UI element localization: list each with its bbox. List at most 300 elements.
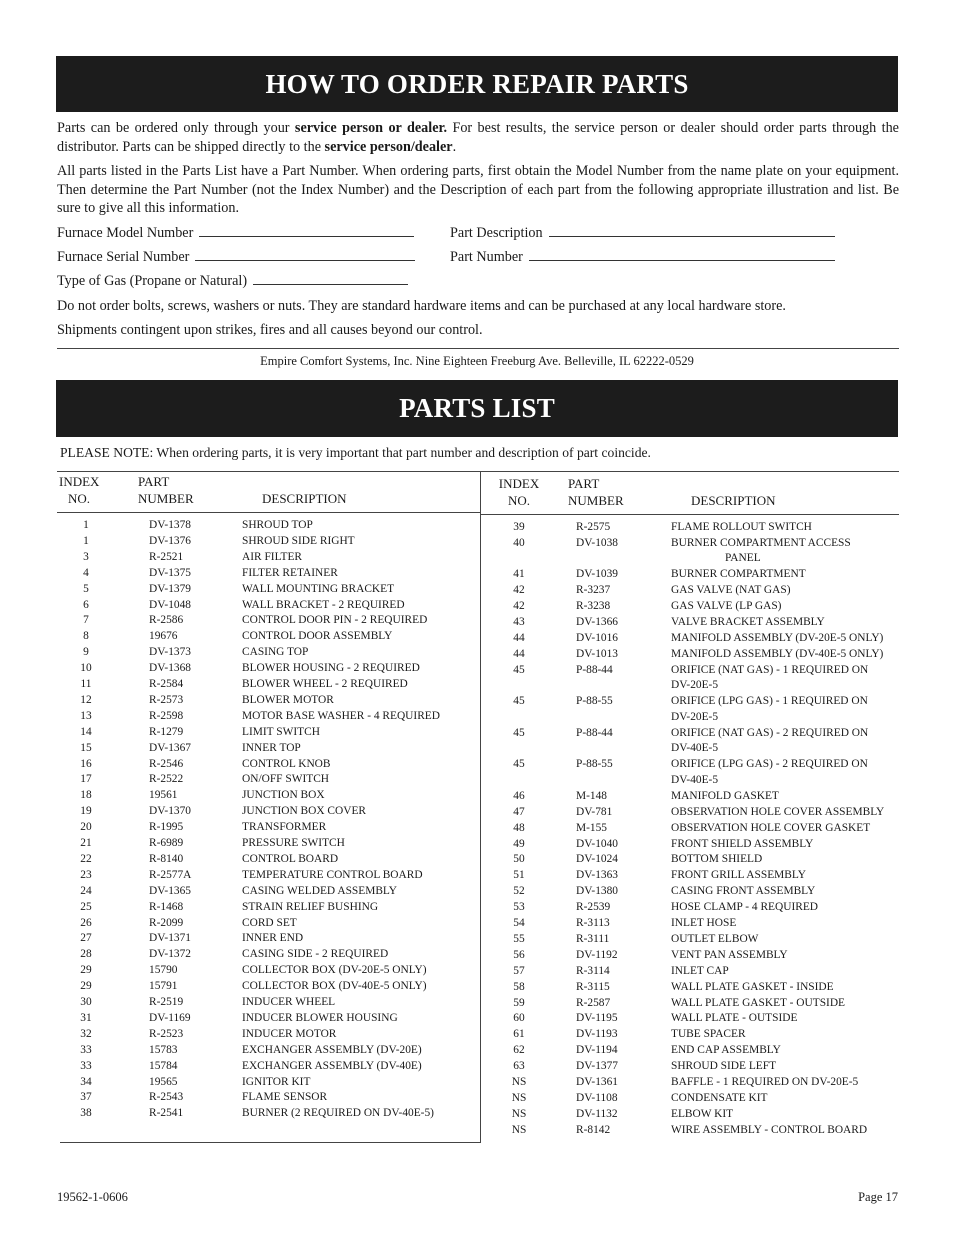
table-row — [0, 551, 480, 567]
table-row — [0, 599, 480, 615]
row-index: 10 — [80, 662, 92, 675]
row-index: 59 — [513, 996, 525, 1009]
right-index-header: INDEX NO. — [498, 476, 540, 508]
row-part-number: DV-1024 — [576, 853, 618, 866]
row-description: FLAME ROLLOUT SWITCH — [671, 521, 812, 533]
row-index: 5 — [83, 582, 89, 595]
row-description: TUBE SPACER — [671, 1028, 746, 1041]
row-part-number: P-88-44 — [576, 663, 613, 676]
row-part-number: R-3113 — [576, 917, 610, 929]
row-part-number: P-88-44 — [576, 726, 613, 739]
table-row — [0, 1012, 480, 1028]
row-index: 56 — [513, 948, 525, 961]
row-index: 46 — [513, 789, 525, 802]
table-row — [480, 695, 900, 711]
table-row — [480, 1044, 900, 1060]
row-description: FRONT GRILL ASSEMBLY — [671, 869, 806, 882]
row-index: 58 — [513, 980, 525, 993]
table-row — [480, 1012, 900, 1028]
row-index: 61 — [513, 1028, 525, 1041]
row-description: WALL PLATE GASKET - INSIDE — [671, 980, 834, 993]
table-row — [0, 646, 480, 662]
table-row — [480, 727, 900, 743]
row-description: BURNER COMPARTMENT ACCESS — [671, 536, 851, 549]
table-row — [0, 630, 480, 646]
row-index: 32 — [80, 1027, 92, 1040]
row-description: CASING SIDE - 2 REQUIRED — [242, 948, 389, 961]
row-description: HOSE CLAMP - 4 REQUIRED — [671, 901, 819, 914]
row-part-number: R-3111 — [576, 932, 610, 945]
row-index: 44 — [513, 647, 525, 660]
table-row — [480, 917, 900, 933]
row-part-number: DV-1108 — [576, 1091, 618, 1104]
row-index: 4 — [83, 566, 89, 579]
row-description: FLAME SENSOR — [242, 1091, 328, 1104]
row-index: 53 — [513, 901, 525, 914]
table-row-continuation — [480, 711, 900, 727]
table-row — [0, 567, 480, 583]
row-description: EXCHANGER ASSEMBLY (DV-20E) — [242, 1043, 422, 1056]
row-index: 29 — [80, 980, 92, 993]
row-index: 1 — [83, 534, 89, 547]
company-address: Empire Comfort Systems, Inc. Nine Eighteen Freeburg Ave. Belleville, IL 62222-0529 — [260, 354, 694, 368]
row-part-number: DV-1376 — [149, 534, 191, 547]
row-index: 39 — [513, 521, 525, 533]
row-description: MANIFOLD ASSEMBLY (DV-40E-5 ONLY) — [671, 647, 884, 660]
table-row — [0, 726, 480, 742]
row-part-number: 15790 — [149, 964, 178, 977]
row-description: ELBOW KIT — [671, 1107, 734, 1120]
row-part-number: M-155 — [576, 821, 608, 834]
row-part-number: DV-1366 — [576, 616, 618, 629]
row-description: CONTROL BOARD — [242, 852, 339, 865]
table-row — [480, 885, 900, 901]
ordering-paragraph: Parts can be ordered only through your service person or dealer. For best results, the service person or dealer should order parts through the distributor. Parts can be shipped directly to the service person/dealer. — [57, 120, 899, 155]
row-description: ORIFICE (NAT GAS) - 2 REQUIRED ON — [671, 726, 869, 739]
row-description: CONDENSATE KIT — [671, 1091, 768, 1104]
row-part-number: P-88-55 — [576, 758, 613, 771]
table-row — [0, 614, 480, 630]
row-description: BLOWER HOUSING - 2 REQUIRED — [242, 662, 420, 675]
row-index: NS — [511, 1123, 527, 1136]
row-part-number: R-2573 — [149, 693, 184, 706]
table-row — [0, 1060, 480, 1076]
table-row — [0, 1044, 480, 1060]
row-part-number: P-88-55 — [576, 695, 613, 708]
table-row — [480, 901, 900, 917]
table-row — [480, 933, 900, 949]
table-row — [0, 932, 480, 948]
row-part-number: R-1995 — [149, 821, 184, 834]
row-description: PRESSURE SWITCH — [242, 837, 345, 849]
right-header-rule — [480, 514, 899, 515]
table-row-continuation — [480, 742, 900, 758]
table-row — [0, 1107, 480, 1123]
table-row — [480, 1092, 900, 1108]
table-row — [480, 949, 900, 965]
row-index: 33 — [80, 1059, 92, 1072]
part-description-field: Part Description — [450, 224, 835, 242]
row-index: 43 — [513, 616, 525, 629]
row-part-number: DV-1194 — [576, 1044, 618, 1057]
row-description: EXCHANGER ASSEMBLY (DV-40E) — [242, 1059, 422, 1072]
row-part-number: R-2587 — [576, 996, 611, 1009]
row-part-number: DV-1361 — [576, 1076, 618, 1088]
parts-list-heading: PARTS LIST — [56, 380, 898, 437]
table-row — [0, 885, 480, 901]
row-description: INDUCER BLOWER HOUSING — [242, 1011, 398, 1024]
row-description: TEMPERATURE CONTROL BOARD — [242, 868, 423, 881]
row-index: 14 — [80, 725, 92, 738]
parts-note: PLEASE NOTE: When ordering parts, it is very important that part number and description of part coincide. — [60, 445, 651, 460]
row-index: 6 — [83, 598, 89, 611]
row-index: 22 — [80, 852, 92, 865]
right-description-header: DESCRIPTION — [691, 493, 776, 508]
table-row — [0, 805, 480, 821]
row-index: 24 — [80, 884, 92, 897]
row-description-continued: DV-40E-5 — [671, 773, 719, 786]
row-part-number: DV-1370 — [149, 805, 191, 818]
row-part-number: DV-1365 — [149, 884, 191, 897]
table-row — [0, 758, 480, 774]
table-row — [0, 1091, 480, 1107]
row-index: 23 — [80, 868, 92, 881]
row-description: INNER TOP — [242, 741, 301, 754]
row-index: 8 — [83, 630, 89, 643]
table-row — [0, 869, 480, 885]
table-row — [480, 869, 900, 885]
hardware-paragraph: Do not order bolts, screws, washers or nuts. They are standard hardware items and can be purchased at any local hardware store. — [57, 298, 786, 314]
row-part-number: R-2577A — [149, 868, 192, 881]
table-row — [0, 773, 480, 789]
table-row — [0, 710, 480, 726]
table-row — [480, 616, 900, 632]
row-index: 12 — [80, 693, 92, 706]
row-index: 40 — [513, 536, 525, 549]
row-part-number: R-2539 — [576, 901, 611, 914]
serial-number-field: Furnace Serial Number — [57, 248, 415, 266]
left-description-header: DESCRIPTION — [262, 491, 347, 506]
table-row — [0, 1076, 480, 1092]
order-repair-parts-heading: HOW TO ORDER REPAIR PARTS — [56, 56, 898, 112]
table-row — [480, 790, 900, 806]
table-row — [0, 996, 480, 1012]
row-description-continued: DV-20E-5 — [671, 710, 719, 723]
row-part-number: R-2575 — [576, 521, 611, 533]
row-index: 44 — [513, 632, 525, 644]
row-index: 63 — [513, 1060, 525, 1073]
row-index: 19 — [80, 805, 92, 818]
row-part-number: DV-1132 — [576, 1107, 618, 1120]
table-row — [0, 583, 480, 599]
row-index: 25 — [80, 900, 92, 913]
row-part-number: R-8140 — [149, 852, 184, 865]
row-description: CASING WELDED ASSEMBLY — [242, 884, 397, 897]
row-description: OUTLET ELBOW — [671, 932, 759, 945]
row-part-number: DV-1193 — [576, 1028, 618, 1041]
table-row — [0, 948, 480, 964]
row-description: SHROUD SIDE RIGHT — [242, 534, 355, 547]
row-description: GAS VALVE (LP GAS) — [671, 600, 782, 613]
row-description: CONTROL DOOR ASSEMBLY — [242, 630, 393, 643]
table-row — [0, 742, 480, 758]
row-index: 37 — [80, 1091, 92, 1104]
row-description: WALL PLATE GASKET - OUTSIDE — [671, 996, 846, 1009]
row-description: INLET HOSE — [671, 917, 737, 929]
row-index: 49 — [513, 837, 525, 850]
row-part-number: R-3237 — [576, 584, 611, 597]
table-row — [480, 806, 900, 822]
row-part-number: DV-1048 — [149, 598, 191, 611]
row-description: OBSERVATION HOLE COVER ASSEMBLY — [671, 805, 885, 818]
table-row — [480, 758, 900, 774]
row-description: BLOWER WHEEL - 2 REQUIRED — [242, 678, 408, 690]
row-index: 41 — [513, 568, 525, 581]
row-part-number: R-2519 — [149, 996, 184, 1008]
row-index: 27 — [80, 932, 92, 945]
row-part-number: DV-1378 — [149, 519, 191, 531]
table-row — [480, 664, 900, 680]
row-index: 50 — [513, 853, 525, 866]
row-description: WALL BRACKET - 2 REQUIRED — [242, 598, 405, 611]
left-parts-table — [0, 519, 480, 1129]
row-index: 57 — [513, 964, 525, 977]
row-part-number: 15783 — [149, 1043, 178, 1056]
row-part-number: DV-1373 — [149, 646, 191, 659]
table-row — [0, 964, 480, 980]
row-index: NS — [511, 1107, 527, 1120]
row-description: CONTROL DOOR PIN - 2 REQUIRED — [242, 614, 428, 627]
row-index: 33 — [80, 1043, 92, 1056]
table-row — [480, 521, 900, 537]
part-number-field: Part Number — [450, 248, 835, 266]
row-index: 54 — [513, 917, 525, 929]
row-index: 3 — [83, 550, 89, 563]
row-description: COLLECTOR BOX (DV-40E-5 ONLY) — [242, 980, 427, 993]
row-description: TRANSFORMER — [242, 821, 327, 834]
row-index: 62 — [513, 1044, 525, 1057]
row-description: WALL MOUNTING BRACKET — [242, 582, 395, 595]
row-index: 17 — [80, 773, 92, 786]
table-row — [480, 600, 900, 616]
row-part-number: DV-1372 — [149, 948, 191, 961]
row-part-number: R-6989 — [149, 837, 184, 849]
table-row — [480, 1060, 900, 1076]
table-row — [480, 981, 900, 997]
row-index: 45 — [513, 726, 525, 739]
row-index: 13 — [80, 709, 92, 722]
row-description: INDUCER MOTOR — [242, 1027, 337, 1040]
row-description: END CAP ASSEMBLY — [671, 1044, 781, 1057]
right-parts-table — [480, 521, 900, 1141]
table-row-continuation — [480, 774, 900, 790]
row-index: 28 — [80, 948, 92, 961]
row-index: 52 — [513, 885, 525, 898]
row-index: 9 — [83, 646, 89, 659]
row-description: WALL PLATE - OUTSIDE — [671, 1012, 798, 1025]
table-row — [480, 537, 900, 553]
row-description: INDUCER WHEEL — [242, 996, 336, 1008]
row-description: MANIFOLD ASSEMBLY (DV-20E-5 ONLY) — [671, 632, 884, 644]
table-row-continuation — [480, 552, 900, 568]
row-part-number: DV-1169 — [149, 1011, 191, 1024]
row-part-number: 15784 — [149, 1059, 178, 1072]
row-description: FILTER RETAINER — [242, 566, 338, 579]
table-row — [480, 648, 900, 664]
row-index: 21 — [80, 837, 92, 849]
row-description: AIR FILTER — [242, 550, 303, 563]
table-row — [0, 519, 480, 535]
table-row — [480, 1028, 900, 1044]
row-part-number: DV-1380 — [576, 885, 618, 898]
row-part-number: R-2598 — [149, 709, 184, 722]
row-index: 42 — [513, 584, 525, 597]
row-index: 31 — [80, 1011, 92, 1024]
row-part-number: R-2523 — [149, 1027, 184, 1040]
row-index: 45 — [513, 663, 525, 676]
row-description-continued: DV-20E-5 — [671, 679, 719, 692]
address-divider — [57, 348, 899, 349]
row-description: BAFFLE - 1 REQUIRED ON DV-20E-5 — [671, 1076, 859, 1088]
row-description-continued: DV-40E-5 — [671, 742, 719, 755]
row-part-number: DV-1375 — [149, 566, 191, 579]
row-description: INLET CAP — [671, 964, 729, 977]
table-row — [480, 822, 900, 838]
row-part-number: R-2521 — [149, 550, 184, 563]
row-description: BLOWER MOTOR — [242, 693, 334, 706]
table-row — [480, 853, 900, 869]
row-description: VENT PAN ASSEMBLY — [671, 948, 788, 961]
row-description: BURNER COMPARTMENT — [671, 568, 806, 581]
row-description: CASING TOP — [242, 646, 309, 659]
table-row — [480, 1108, 900, 1124]
row-part-number: DV-1363 — [576, 869, 618, 882]
row-index: NS — [511, 1076, 527, 1088]
row-part-number: DV-1195 — [576, 1012, 618, 1025]
row-index: 42 — [513, 600, 525, 613]
row-index: 1 — [83, 519, 89, 531]
row-description: BURNER (2 REQUIRED ON DV-40E-5) — [242, 1107, 434, 1120]
row-part-number: R-1468 — [149, 900, 184, 913]
row-description: MANIFOLD GASKET — [671, 789, 779, 802]
row-part-number: 19676 — [149, 630, 178, 643]
table-row — [480, 1124, 900, 1140]
row-description: FRONT SHIELD ASSEMBLY — [671, 837, 814, 850]
table-row — [0, 1028, 480, 1044]
shipments-paragraph: Shipments contingent upon strikes, fires and all causes beyond our control. — [57, 322, 483, 338]
table-top-rule — [57, 471, 899, 472]
row-part-number: R-2099 — [149, 916, 184, 929]
row-index: 18 — [80, 789, 92, 802]
table-row — [0, 980, 480, 996]
row-index: 29 — [80, 964, 92, 977]
row-part-number: M-148 — [576, 789, 608, 802]
table-row — [480, 1076, 900, 1092]
row-index: NS — [511, 1091, 527, 1104]
row-part-number: DV-1013 — [576, 647, 618, 660]
row-index: 11 — [80, 678, 92, 690]
row-part-number: R-2543 — [149, 1091, 184, 1104]
left-part-header: PART NUMBER — [138, 474, 194, 506]
row-part-number: DV-1038 — [576, 536, 618, 549]
row-part-number: DV-1368 — [149, 662, 191, 675]
row-index: 15 — [80, 741, 92, 754]
row-description: JUNCTION BOX — [242, 789, 325, 802]
row-part-number: DV-781 — [576, 805, 613, 818]
row-description: CASING FRONT ASSEMBLY — [671, 885, 816, 898]
row-index: 48 — [513, 821, 525, 834]
table-row — [480, 997, 900, 1013]
row-description-continued: PANEL — [725, 552, 761, 565]
row-description: GAS VALVE (NAT GAS) — [671, 584, 791, 597]
table-row — [480, 838, 900, 854]
left-header-rule — [57, 512, 480, 513]
right-part-header: PART NUMBER — [568, 476, 624, 508]
row-part-number: R-2584 — [149, 678, 184, 690]
model-number-field: Furnace Model Number — [57, 224, 414, 242]
row-description: INNER END — [242, 932, 304, 945]
table-row — [0, 678, 480, 694]
row-part-number: 19565 — [149, 1075, 178, 1088]
row-description: MOTOR BASE WASHER - 4 REQUIRED — [242, 709, 440, 722]
row-part-number: R-2546 — [149, 757, 184, 770]
gas-type-field: Type of Gas (Propane or Natural) — [57, 272, 408, 290]
row-description: OBSERVATION HOLE COVER GASKET — [671, 821, 871, 834]
table-row — [0, 917, 480, 933]
document-number: 19562-1-0606 — [57, 1190, 128, 1204]
row-part-number: DV-1040 — [576, 837, 618, 850]
row-part-number: DV-1192 — [576, 948, 618, 961]
table-row — [0, 837, 480, 853]
table-row — [480, 568, 900, 584]
row-index: 55 — [513, 932, 525, 945]
row-part-number: 15791 — [149, 980, 178, 993]
row-part-number: R-8142 — [576, 1123, 611, 1136]
row-part-number: R-1279 — [149, 725, 184, 738]
row-part-number: R-3238 — [576, 600, 611, 613]
row-part-number: DV-1016 — [576, 632, 618, 644]
row-part-number: 19561 — [149, 789, 178, 802]
row-index: 45 — [513, 758, 525, 771]
row-part-number: R-3114 — [576, 964, 610, 977]
part-number-paragraph: All parts listed in the Parts List have a Part Number. When ordering parts, first obtain the Model Number from the name plate on your equipment. Then determine the Part Number (not the Index Number) and the Description of each part from the following appropriate illustration and list. Be sure to give all this information. — [57, 163, 899, 216]
row-index: 47 — [513, 805, 525, 818]
table-bottom-rule — [60, 1142, 480, 1143]
table-row — [480, 632, 900, 648]
table-row — [0, 853, 480, 869]
row-index: 45 — [513, 695, 525, 708]
row-part-number: R-2522 — [149, 773, 184, 786]
row-description: WIRE ASSEMBLY - CONTROL BOARD — [671, 1123, 868, 1136]
table-row-continuation — [480, 679, 900, 695]
table-row — [0, 821, 480, 837]
table-row — [0, 789, 480, 805]
table-row — [480, 584, 900, 600]
table-row — [0, 662, 480, 678]
row-description: LIMIT SWITCH — [242, 725, 320, 738]
row-description: SHROUD TOP — [242, 519, 313, 531]
page-number: Page 17 — [858, 1190, 898, 1204]
row-part-number: DV-1377 — [576, 1060, 618, 1073]
row-index: 34 — [80, 1075, 92, 1088]
row-description: JUNCTION BOX COVER — [242, 805, 367, 818]
row-description: IGNITOR KIT — [242, 1075, 311, 1088]
row-description: CORD SET — [242, 916, 297, 929]
row-description: CONTROL KNOB — [242, 757, 331, 770]
row-index: 51 — [513, 869, 525, 882]
row-part-number: R-3115 — [576, 980, 610, 993]
table-row — [0, 901, 480, 917]
